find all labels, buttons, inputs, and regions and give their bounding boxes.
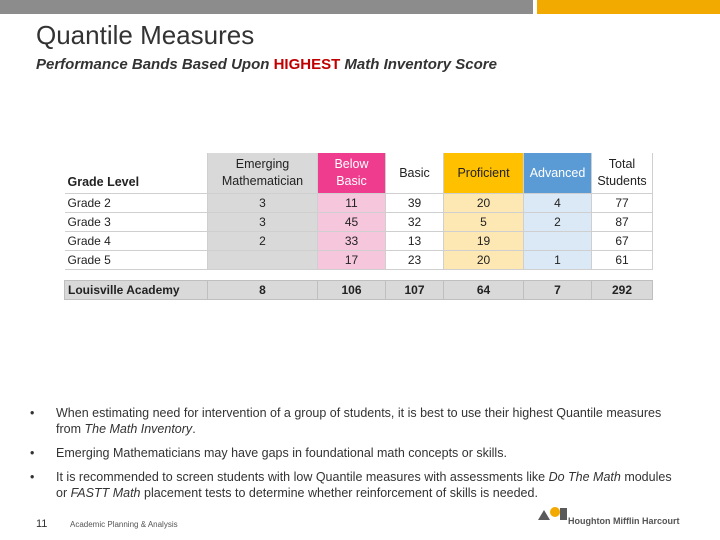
cell-emerging: 2 [208,232,318,251]
header-basic: Basic [386,153,444,194]
cell-total: 61 [592,251,653,270]
table-header-row [65,153,653,194]
summary-advanced: 7 [524,281,592,300]
header-below-basic: Below Basic [318,153,386,194]
row-grade: Grade 4 [65,232,208,251]
list-item: • It is recommended to screen students with low Quantile measures with assessments like Do The Math modules or FASTT Math placement tests to determine whether reinforcement of skills is needed. [30,470,672,500]
bullet-list [30,405,680,509]
subtitle-post: Score [451,56,497,73]
list-item: • Emerging Mathematicians may have gaps in foundational math concepts or skills. [30,446,507,460]
table-row [65,213,653,232]
cell-emerging: 3 [208,213,318,232]
cell-proficient: 20 [444,251,524,270]
slide-subtitle [36,56,497,73]
header-grade-level: Grade Level [65,153,208,194]
cell-advanced [524,232,592,251]
cell-advanced: 2 [524,213,592,232]
subtitle-pre: Performance Bands Based Upon [36,56,274,73]
cell-below-basic: 45 [318,213,386,232]
publisher-logo [538,504,688,532]
cell-below-basic: 17 [318,251,386,270]
header-total-students: Total Students [592,153,653,194]
cell-advanced: 1 [524,251,592,270]
summary-total: 292 [592,281,653,300]
table-spacer [65,270,653,281]
table-row [65,194,653,213]
cell-proficient: 5 [444,213,524,232]
header-proficient: Proficient [444,153,524,194]
summary-label: Louisville Academy [65,281,208,300]
top-bar-orange [537,0,720,14]
header-advanced: Advanced [524,153,592,194]
summary-basic: 107 [386,281,444,300]
bullet-dot: • [30,446,35,460]
summary-below-basic: 106 [318,281,386,300]
summary-emerging: 8 [208,281,318,300]
bullet-dot: • [30,406,35,420]
cell-total: 77 [592,194,653,213]
bullet-dot: • [30,470,35,484]
footer-department: Academic Planning & Analysis [70,520,178,529]
cell-advanced: 4 [524,194,592,213]
subtitle-italic: Math Inventory [340,56,452,73]
cell-basic: 13 [386,232,444,251]
cell-basic: 23 [386,251,444,270]
summary-proficient: 64 [444,281,524,300]
top-bar-gray [0,0,533,14]
header-emerging: Emerging Mathematician [208,153,318,194]
table-row [65,232,653,251]
list-item: • When estimating need for intervention of a group of students, it is best to use their highest Quantile measures from The Math Inventory. [30,406,662,436]
subtitle-highlight: HIGHEST [273,56,341,73]
cell-total: 67 [592,232,653,251]
cell-proficient: 20 [444,194,524,213]
table-row [65,251,653,270]
logo-text: Houghton Mifflin Harcourt [568,516,680,526]
cell-basic: 39 [386,194,444,213]
logo-mark-icon [538,504,568,524]
cell-emerging: 3 [208,194,318,213]
cell-below-basic: 33 [318,232,386,251]
cell-total: 87 [592,213,653,232]
page-number: 11 [36,518,48,530]
cell-below-basic: 11 [318,194,386,213]
summary-row [65,281,653,300]
cell-proficient: 19 [444,232,524,251]
row-grade: Grade 5 [65,251,208,270]
cell-basic: 32 [386,213,444,232]
slide-title: Quantile Measures [36,20,255,50]
row-grade: Grade 2 [65,194,208,213]
performance-bands-table [64,153,653,300]
row-grade: Grade 3 [65,213,208,232]
cell-emerging [208,251,318,270]
